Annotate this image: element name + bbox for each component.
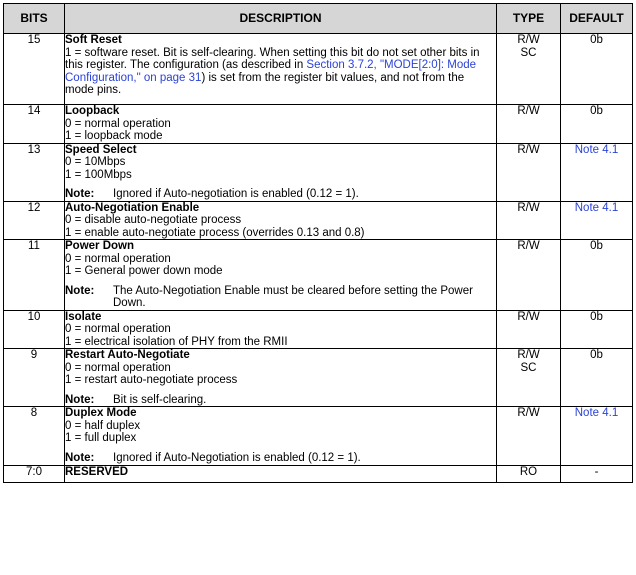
header-type: TYPE [497, 4, 561, 34]
value-line: 0 = normal operation [65, 252, 171, 265]
type-value: R/W [517, 240, 540, 252]
bits-cell: 7:0 [4, 466, 65, 483]
default-cell: 0b [561, 310, 633, 349]
header-description: DESCRIPTION [65, 4, 497, 34]
description-cell [65, 407, 497, 466]
header-default: DEFAULT [561, 4, 633, 34]
table-row [4, 310, 633, 349]
table-row [4, 34, 633, 105]
value-line: 1 = loopback mode [65, 130, 163, 142]
bits-cell: 11 [4, 240, 65, 311]
description-cell [65, 143, 497, 201]
value-line: 0 = normal operation [65, 361, 171, 374]
note [65, 188, 496, 201]
field-name: Loopback [65, 105, 120, 117]
default-note-link[interactable]: Note 4.1 [561, 201, 633, 240]
value-line: 1 = General power down mode [65, 265, 223, 277]
note-text: Bit is self-clearing. [113, 393, 207, 406]
bits-cell: 8 [4, 407, 65, 466]
note [65, 394, 496, 407]
description-cell [65, 240, 497, 311]
value-line: 1 = full duplex [65, 432, 137, 444]
field-name: Soft Reset [65, 34, 122, 46]
value-line: 0 = half duplex [65, 419, 141, 432]
value-line: 1 = enable auto-negotiate process (overrides 0.13 and 0.8) [65, 226, 365, 239]
header-bits: BITS [4, 4, 65, 34]
table-row [4, 240, 633, 311]
description-cell [65, 34, 497, 105]
type-cell [497, 143, 561, 201]
note-label: Note: [65, 284, 95, 297]
table-row [4, 105, 633, 144]
section-link[interactable]: Section 3.7.2, "MODE[2:0]: Mode Configuration," on page 31 [65, 59, 477, 84]
note-label: Note: [65, 188, 95, 200]
bits-cell: 13 [4, 143, 65, 201]
default-cell: 0b [561, 34, 633, 105]
default-cell: 0b [561, 349, 633, 407]
type-value: R/W [517, 201, 540, 214]
bits-cell: 14 [4, 105, 65, 144]
table-row [4, 143, 633, 201]
type-cell [497, 34, 561, 105]
default-cell: - [561, 466, 633, 483]
note-text: Ignored if Auto-negotiation is enabled (0.12 = 1). [113, 188, 359, 200]
type-value: RO [519, 466, 538, 478]
type-value: R/W [517, 349, 540, 361]
table-row [4, 407, 633, 466]
type-value: R/W [517, 407, 540, 419]
description-text: ) is set from the register bit values, and not from the mode pins. [65, 71, 465, 96]
description-text: 1 = software reset. Bit is self-clearing. When setting this bit do not set other bits in this register. The configuration (as described in [65, 46, 480, 71]
table-row [4, 466, 633, 483]
description-cell [65, 201, 497, 240]
type-value: R/W [517, 105, 540, 117]
field-name: Isolate [65, 310, 102, 323]
type-value: R/W [517, 310, 540, 323]
type-cell [497, 466, 561, 483]
value-line: 1 = electrical isolation of PHY from the RMII [65, 335, 288, 348]
header-row [4, 4, 633, 34]
value-line: 0 = 10Mbps [65, 156, 126, 168]
register-table [3, 3, 633, 483]
description-cell [65, 466, 497, 483]
type-value: SC [520, 361, 537, 374]
type-value: R/W [517, 143, 540, 156]
note-label: Note: [65, 451, 95, 464]
type-cell [497, 310, 561, 349]
description-cell [65, 310, 497, 349]
type-cell [497, 349, 561, 407]
table-row [4, 201, 633, 240]
note-text: The Auto-Negotiation Enable must be cleared before setting the Power Down. [113, 284, 473, 309]
bits-cell: 10 [4, 310, 65, 349]
value-line: 1 = restart auto-negotiate process [65, 374, 238, 386]
field-name: RESERVED [65, 466, 129, 478]
field-name: Restart Auto-Negotiate [65, 349, 190, 361]
default-note-link[interactable]: Note 4.1 [561, 407, 633, 466]
type-cell [497, 201, 561, 240]
table-row [4, 349, 633, 407]
type-cell [497, 407, 561, 466]
field-name: Speed Select [65, 143, 137, 156]
description-cell [65, 349, 497, 407]
type-value: SC [520, 46, 537, 59]
note-label: Note: [65, 393, 95, 406]
default-cell: 0b [561, 105, 633, 144]
value-line: 0 = normal operation [65, 323, 171, 335]
value-line: 0 = normal operation [65, 117, 171, 130]
default-cell: 0b [561, 240, 633, 311]
bits-cell: 15 [4, 34, 65, 105]
type-cell [497, 240, 561, 311]
value-line: 1 = 100Mbps [65, 168, 132, 181]
default-note-link[interactable]: Note 4.1 [561, 143, 633, 201]
field-name: Duplex Mode [65, 407, 137, 419]
bits-cell: 12 [4, 201, 65, 240]
note [65, 285, 496, 310]
value-line: 0 = disable auto-negotiate process [65, 214, 242, 226]
field-name: Power Down [65, 240, 135, 252]
type-cell [497, 105, 561, 144]
field-name: Auto-Negotiation Enable [65, 201, 200, 214]
description-cell [65, 105, 497, 144]
note-text: Ignored if Auto-Negotiation is enabled (0.12 = 1). [113, 451, 361, 464]
type-value: R/W [517, 34, 540, 46]
bits-cell: 9 [4, 349, 65, 407]
note [65, 452, 496, 465]
